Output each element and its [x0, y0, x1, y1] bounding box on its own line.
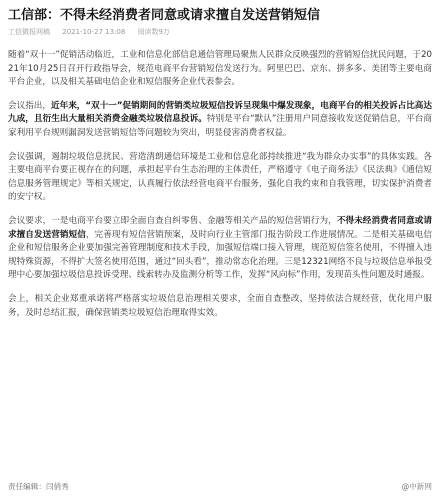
article-date: 2021-10-27 13:08 [62, 28, 126, 36]
article-source: 工信微报网稿 [8, 28, 50, 36]
paragraph-4 [8, 215, 432, 283]
bold-run: 近年来，“双十一”促销期间的营销类垃圾短信投诉呈现集中爆发现象，电商平台的相关投诉占比高达九成，且衍生出大量相关消费金融类垃圾信息投诉。 [8, 100, 432, 125]
text-run: 会议强调，遏制垃圾信息扰民、营造清朗通信环境是工业和信息化部持续推进“我为群众办实事”的具体实践。各主要电商平台要正视存在的问题，承担起平台生态治理的主体责任，严格遵守《电子商务法》《民法典》《通信短信息服务管理规定》等相关规定，认真履行依法经营电商平台服务，强化自我约束和自我管理，切实保护消费者的安宁权。 [8, 151, 432, 203]
editor-credit: 责任编辑：闫俏秀 [8, 482, 69, 491]
text-run: 会议要求，一是电商平台要立即全面自查自纠零售、金融等相关产品的短信营销行为， [8, 215, 337, 226]
article-views: 阅读数9万 [137, 28, 171, 36]
article-meta [8, 27, 432, 37]
watermark: @中新网 [401, 482, 432, 491]
text-run: 会上，相关企业郑重承诺将严格落实垃圾信息治理相关要求，全面自查整改，坚持依法合规经营，优化用户服务，及时总结汇报，确保营销类垃圾短信治理取得实效。 [8, 293, 432, 318]
paragraph-2 [8, 100, 432, 141]
text-run: 随着“双十一”促销活动临近，工业和信息化部信息通信管理局聚焦人民群众反映强烈的营销短信扰民问题，于2021年10月25日召开行政指导会，规范电商平台营销短信发送行为。阿里巴巴、京东、拼多多、美团等主要电商平台企业，以及相关基础电信企业和短信服务企业代表参会。 [8, 50, 432, 88]
text-run: ，完善现有短信营销预案，及时向行业主管部门报告阶段工作进展情况。二是相关基础电信企业和短信服务企业要加强完善管理制度和技术手段，加强短信端口接入管理，规范短信签名使用，不得擅入违规特殊资源，不得扩大签名使用范围，通过“回头看”，推动常态化治理。三是12321网络不良与垃圾信息举报受理中心要加强垃圾信息投诉受理、线索转办及监测分析等工作，发挥“风向标”作用，发现苗头性问题及时通报。 [8, 229, 432, 281]
paragraph-3 [8, 151, 432, 205]
paragraph-1 [8, 49, 432, 90]
paragraph-5 [8, 293, 432, 320]
article-title: 工信部：不得未经消费者同意或请求擅自发送营销短信 [8, 8, 321, 23]
article-body [8, 49, 432, 320]
bold-run: 不得未经消费者同意或请求擅自发送营销短信 [8, 215, 432, 240]
text-run: 特别是平台“默认”注册用户同意接收发送促销信息，平台商家利用平台规则漏洞发送营销短信等问题较为突出，明显侵害消费者权益。 [8, 114, 432, 138]
text-run: 会议指出， [8, 100, 51, 111]
